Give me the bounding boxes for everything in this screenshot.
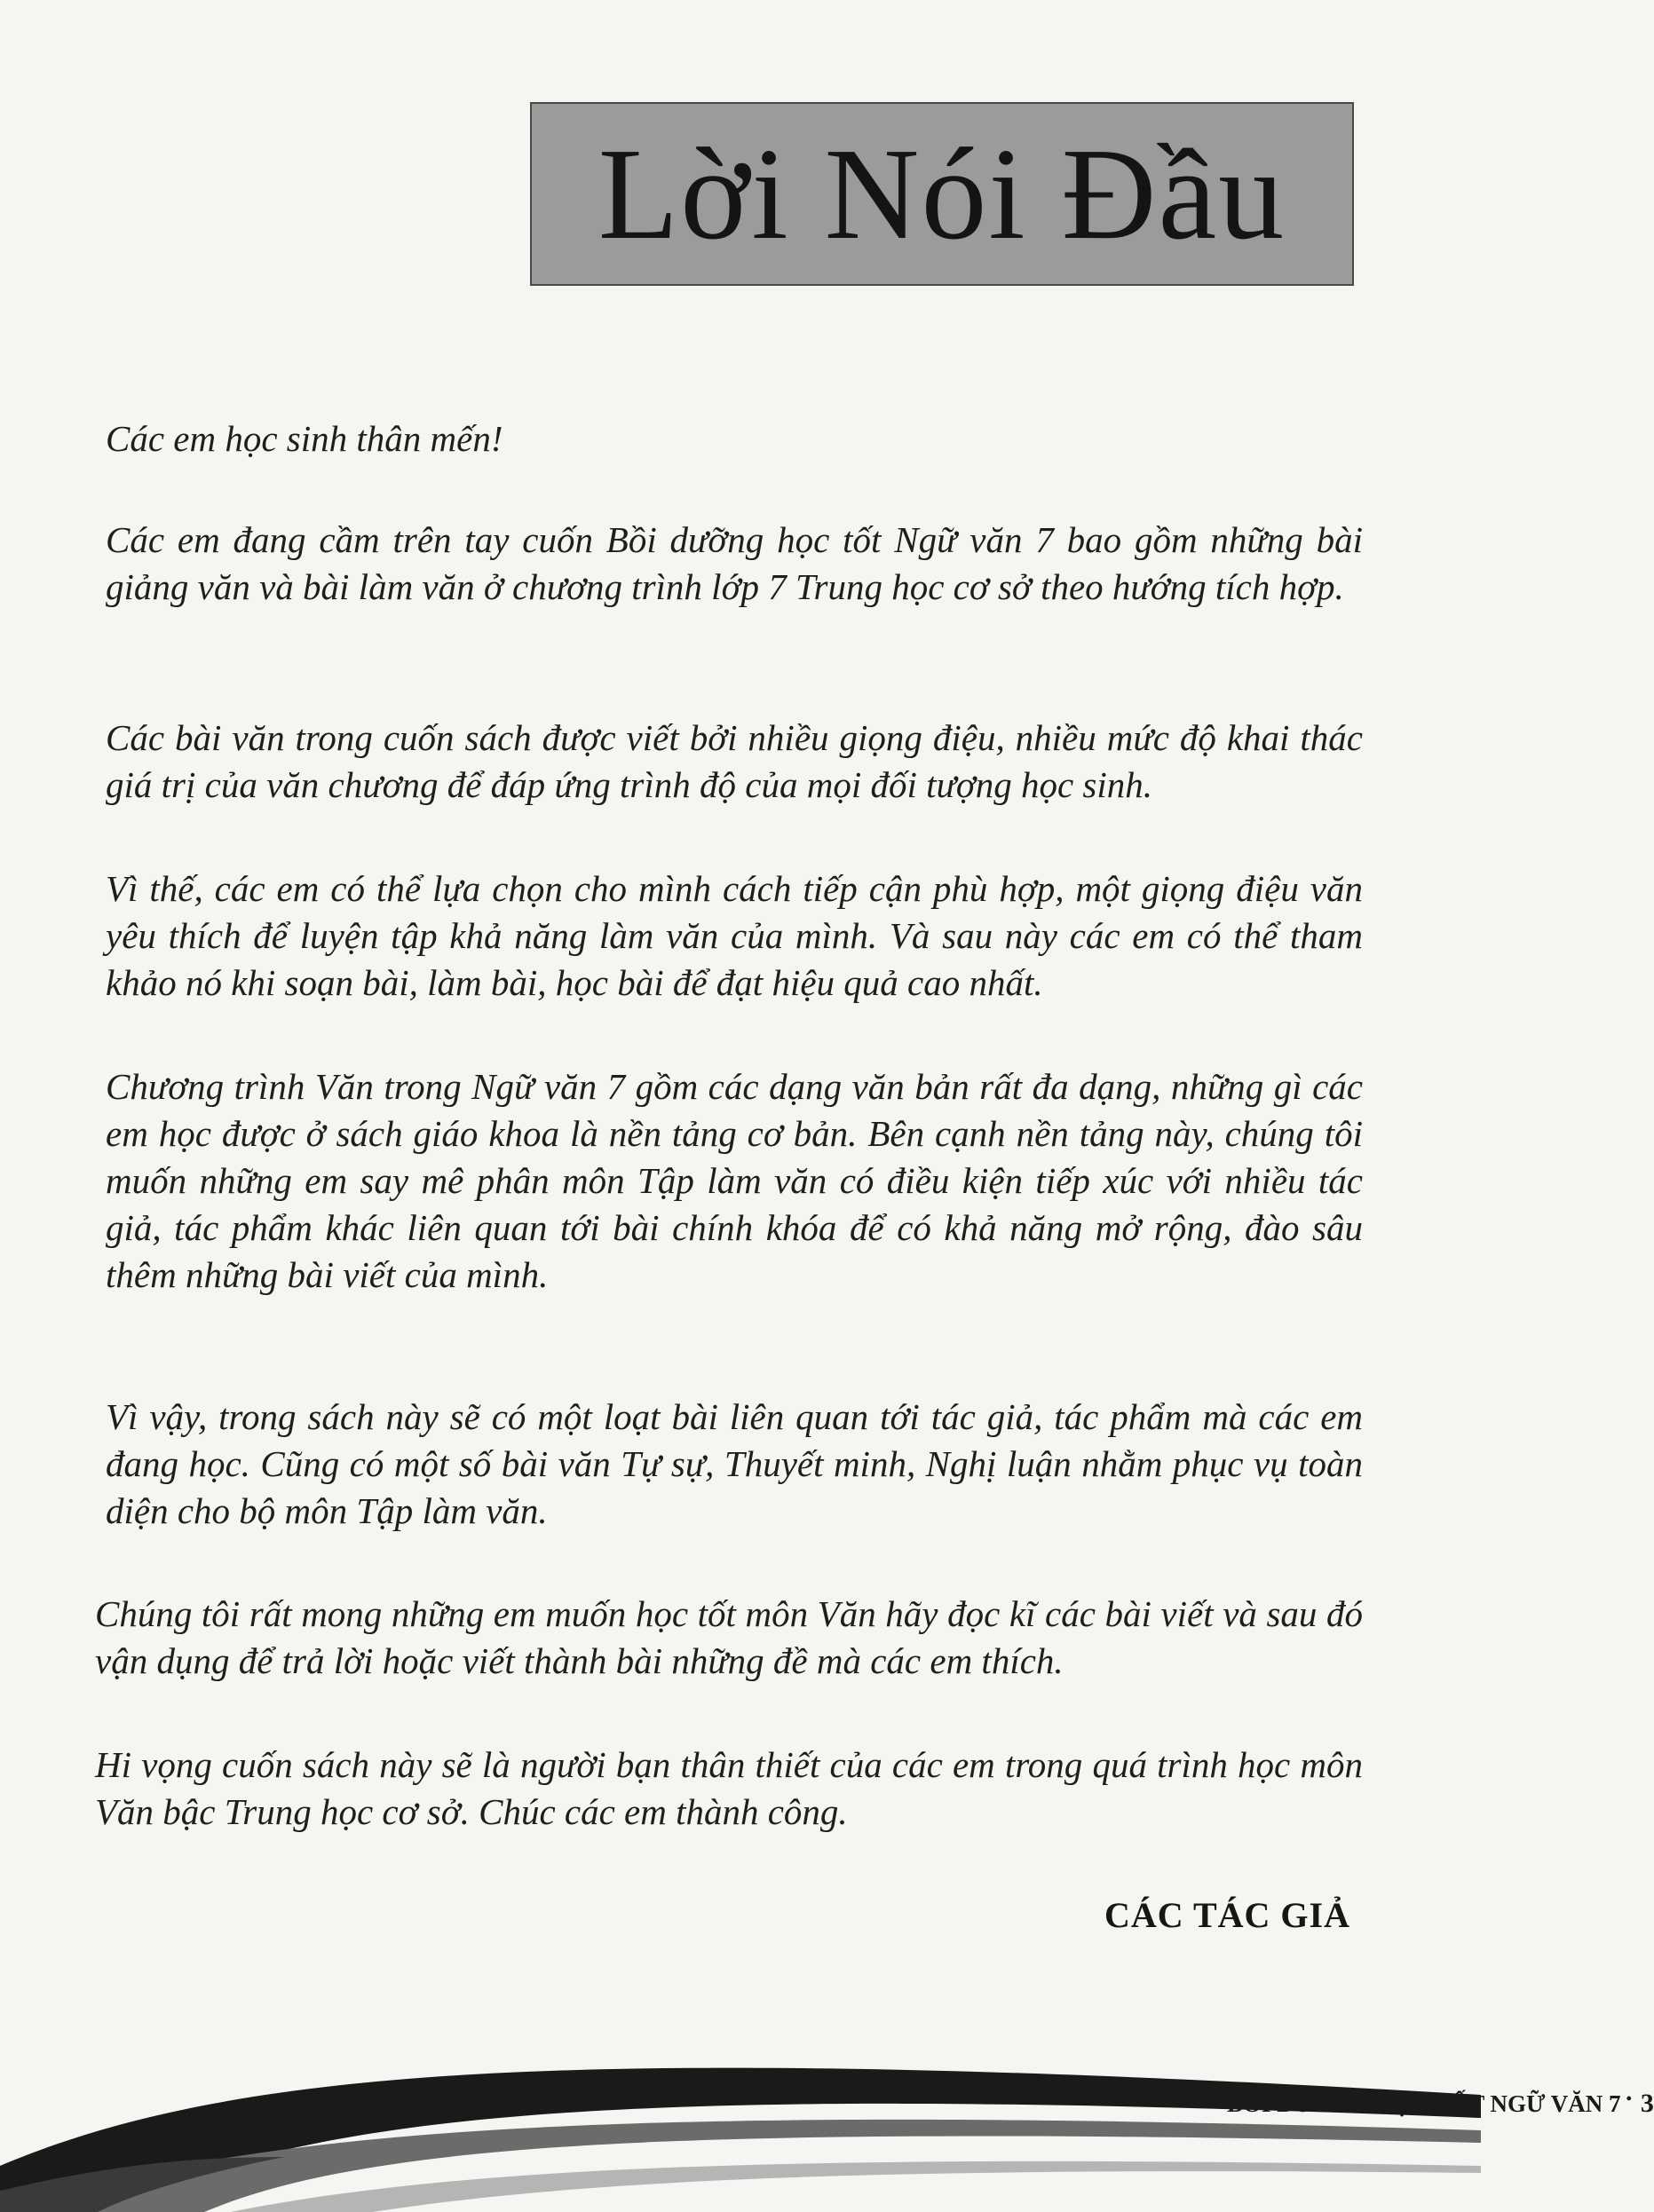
footer-book-title: BỒI DƯỠNG HỌC TỐT NGỮ VĂN 7	[1227, 2090, 1621, 2117]
page-number: 3	[1640, 2089, 1654, 2118]
paragraph-1: Các em đang cầm trên tay cuốn Bồi dưỡng học tốt Ngữ văn 7 bao gồm những bài giảng văn và bài làm văn ở chương trình lớp 7 Trung học cơ sở theo hướng tích hợp.	[106, 519, 1363, 607]
page-title: Lời Nói Đầu	[597, 121, 1286, 267]
greeting-line: Các em học sinh thân mến!	[106, 418, 503, 459]
paragraph-6: Chúng tôi rất mong những em muốn học tốt môn Văn hãy đọc kĩ các bài viết và sau đó vận dụng để trả lời hoặc viết thành bài những đề mà các em thích.	[95, 1593, 1363, 1681]
paragraph-3: Vì thế, các em có thể lựa chọn cho mình cách tiếp cận phù hợp, một giọng điệu văn yêu thích để luyện tập khả năng làm văn của mình. Và sau này các em có thể tham khảo nó khi soạn bài, làm bài, học bài để đạt hiệu quả cao nhất.	[106, 868, 1363, 1003]
running-footer	[1227, 2089, 1654, 2119]
paragraph-5: Vì vậy, trong sách này sẽ có một loạt bài liên quan tới tác giả, tác phẩm mà các em đang học. Cũng có một số bài văn Tự sự, Thuyết minh, Nghị luận nhằm phục vụ toàn diện cho bộ môn Tập làm văn.	[106, 1396, 1363, 1531]
authors-signature: CÁC TÁC GIẢ	[1104, 1895, 1350, 1935]
paragraph-4: Chương trình Văn trong Ngữ văn 7 gồm các dạng văn bản rất đa dạng, những gì các em học được ở sách giáo khoa là nền tảng cơ bản. Bên cạnh nền tảng này, chúng tôi muốn những em say mê phân môn Tập làm văn có điều kiện tiếp xúc với nhiều tác giả, tác phẩm khác liên quan tới bài chính khóa để có khả năng mở rộng, đào sâu thêm những bài viết của mình.	[106, 1066, 1363, 1295]
paragraph-7: Hi vọng cuốn sách này sẽ là người bạn thân thiết của các em trong quá trình học môn Văn bậc Trung học cơ sở. Chúc các em thành công.	[95, 1744, 1363, 1832]
paragraph-2: Các bài văn trong cuốn sách được viết bởi nhiều giọng điệu, nhiều mức độ khai thác giá trị của văn chương để đáp ứng trình độ của mọi đối tượng học sinh.	[106, 717, 1363, 805]
title-banner	[530, 102, 1354, 286]
footer-swoosh-decoration	[0, 2033, 1481, 2212]
footer-separator: •	[1626, 2089, 1632, 2107]
